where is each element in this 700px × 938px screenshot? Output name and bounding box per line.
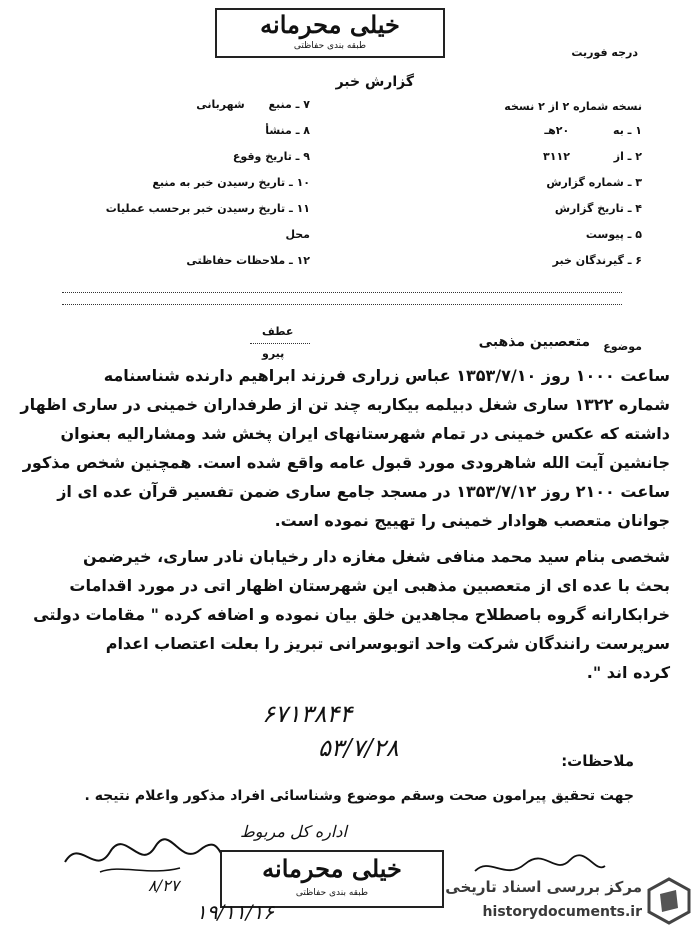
report-title: گزارش خبر [335, 74, 414, 90]
signature-scribble-icon [60, 832, 230, 882]
field-label: ۴ ـ تاریخ گزارش [554, 202, 642, 215]
right-field-report-date [392, 202, 642, 228]
field-label: ۱ ـ به [613, 124, 642, 137]
classification-stamp-top [215, 8, 445, 58]
field-label: ۱۲ ـ ملاحظات حفاظتی [186, 254, 310, 267]
remarks-text: جهت تحقیق پیرامون صحت وسقم موضوع وشناسائی افراد مذکور واعلام نتیجه . [84, 788, 634, 804]
field-value: شهربانی [196, 98, 245, 111]
left-fields [70, 98, 310, 280]
separator-line [62, 292, 622, 293]
stamp-title: خیلی محرمانه [260, 10, 400, 39]
watermark-name: مرکز بررسی اسناد تاریخی [445, 878, 642, 896]
body-line: سرپرست رانندگان شرکت واحد اتوبوسرانی تبریز را بعلت اعتصاب اعدام [105, 634, 670, 653]
right-field-from [392, 150, 642, 176]
left-field-location [70, 228, 310, 254]
body-line: ساعت ۱۰۰۰ روز ۱۳۵۳/۷/۱۰ عباس زراری فرزند ابراهیم دارنده شناسنامه [103, 366, 670, 385]
bottom-left-number: ۸/۲۷ [148, 876, 180, 895]
right-field-to [392, 124, 642, 150]
field-label: محل [285, 228, 310, 241]
body-line: خرابکارانه گروه باصطلاح مجاهدین خلق بیان نموده و اضافه کرده " مقامات دولتی [33, 605, 670, 624]
body-line: ساعت ۲۱۰۰ روز ۱۳۵۳/۷/۱۲ در مسجد جامع ساری ضمن تفسیر قرآن عده ای از [57, 482, 670, 501]
body-line: جانشین آیت الله شاهرودی مورد قبول عامه واقع شده است. همچنین شخص مذکور [22, 453, 670, 472]
watermark [445, 868, 698, 934]
body-line: بحث با عده ای از متعصبین مذهبی این شهرستان اظهار اتی در مورد اقدامات [69, 576, 670, 595]
handwritten-number: ۶۷۱۳۸۴۴ [262, 700, 353, 728]
left-field-source [70, 98, 310, 124]
field-label: ۱۱ ـ تاریخ رسیدن خبر برحسب عملیات [105, 202, 310, 215]
left-field-operation-date [70, 202, 310, 228]
archive-logo-icon [646, 876, 692, 926]
body-line: شماره ۱۳۲۲ ساری شغل دبیلمه بیکاربه چند تن از طرفداران خمینی در ساری اظهار [20, 395, 670, 414]
left-field-security-notes [70, 254, 310, 280]
body-line: جوانان متعصب هوادار خمینی را تهییج نموده است. [274, 511, 670, 530]
subject-value: متعصبین مذهبی [478, 334, 590, 350]
field-label: ۶ ـ گیرندگان خبر [552, 254, 642, 267]
stamp-subtitle: طبقه بندی حفاظتی [295, 888, 369, 898]
left-field-occurrence-date [70, 150, 310, 176]
handwritten-note-top: اداره کل مربوط [240, 822, 347, 841]
right-fields [392, 124, 642, 280]
handwritten-date: ۵۳/۷/۲۸ [318, 734, 399, 762]
reference-divider [250, 343, 310, 344]
field-label: ۱۰ ـ تاریخ رسیدن خبر به منبع [152, 176, 310, 189]
stamp-title: خیلی محرمانه [262, 854, 402, 883]
stamp-subtitle: طبقه بندی حفاظتی [293, 41, 367, 51]
field-label: ۲ ـ از [613, 150, 642, 163]
watermark-url: historydocuments.ir [482, 904, 642, 920]
right-field-recipients [392, 254, 642, 280]
field-label: ۵ ـ پیوست [585, 228, 642, 241]
reference-peyro: پیرو [262, 347, 285, 360]
separator-line [62, 304, 622, 305]
field-label: ۳ ـ شماره گزارش [546, 176, 642, 189]
right-field-report-number [392, 176, 642, 202]
bottom-left-date: ۱۹/۱۱/۱۶ [196, 900, 274, 924]
body-line: داشته که عکس خمینی در تمام شهرستانهای ایران پخش شد ومشارالیه بعنوان [60, 424, 670, 443]
field-label: ۷ ـ منبع [268, 98, 310, 111]
left-field-arrival-date [70, 176, 310, 202]
remarks-label: ملاحظات: [561, 752, 634, 770]
report-body [20, 366, 670, 692]
field-value: ۲۰هـ [544, 124, 570, 137]
left-field-origin [70, 124, 310, 150]
field-label: ۹ ـ تاریخ وقوع [232, 150, 310, 163]
right-field-attachment [392, 228, 642, 254]
reference-atf: عطف [262, 325, 294, 338]
urgency-label: درجه فوریت [571, 46, 638, 59]
copy-number: نسخه شماره ۲ از ۲ نسخه [504, 100, 642, 113]
subject-label: موضوع [603, 340, 642, 353]
body-line: شخصی بنام سید محمد منافی شغل مغازه دار رخیابان نادر ساری، خیرضمن [82, 547, 670, 566]
body-line: کرده اند ". [586, 663, 670, 682]
field-label: ۸ ـ منشأ [265, 124, 310, 137]
field-value: ۳۱۱۲ [543, 150, 570, 163]
